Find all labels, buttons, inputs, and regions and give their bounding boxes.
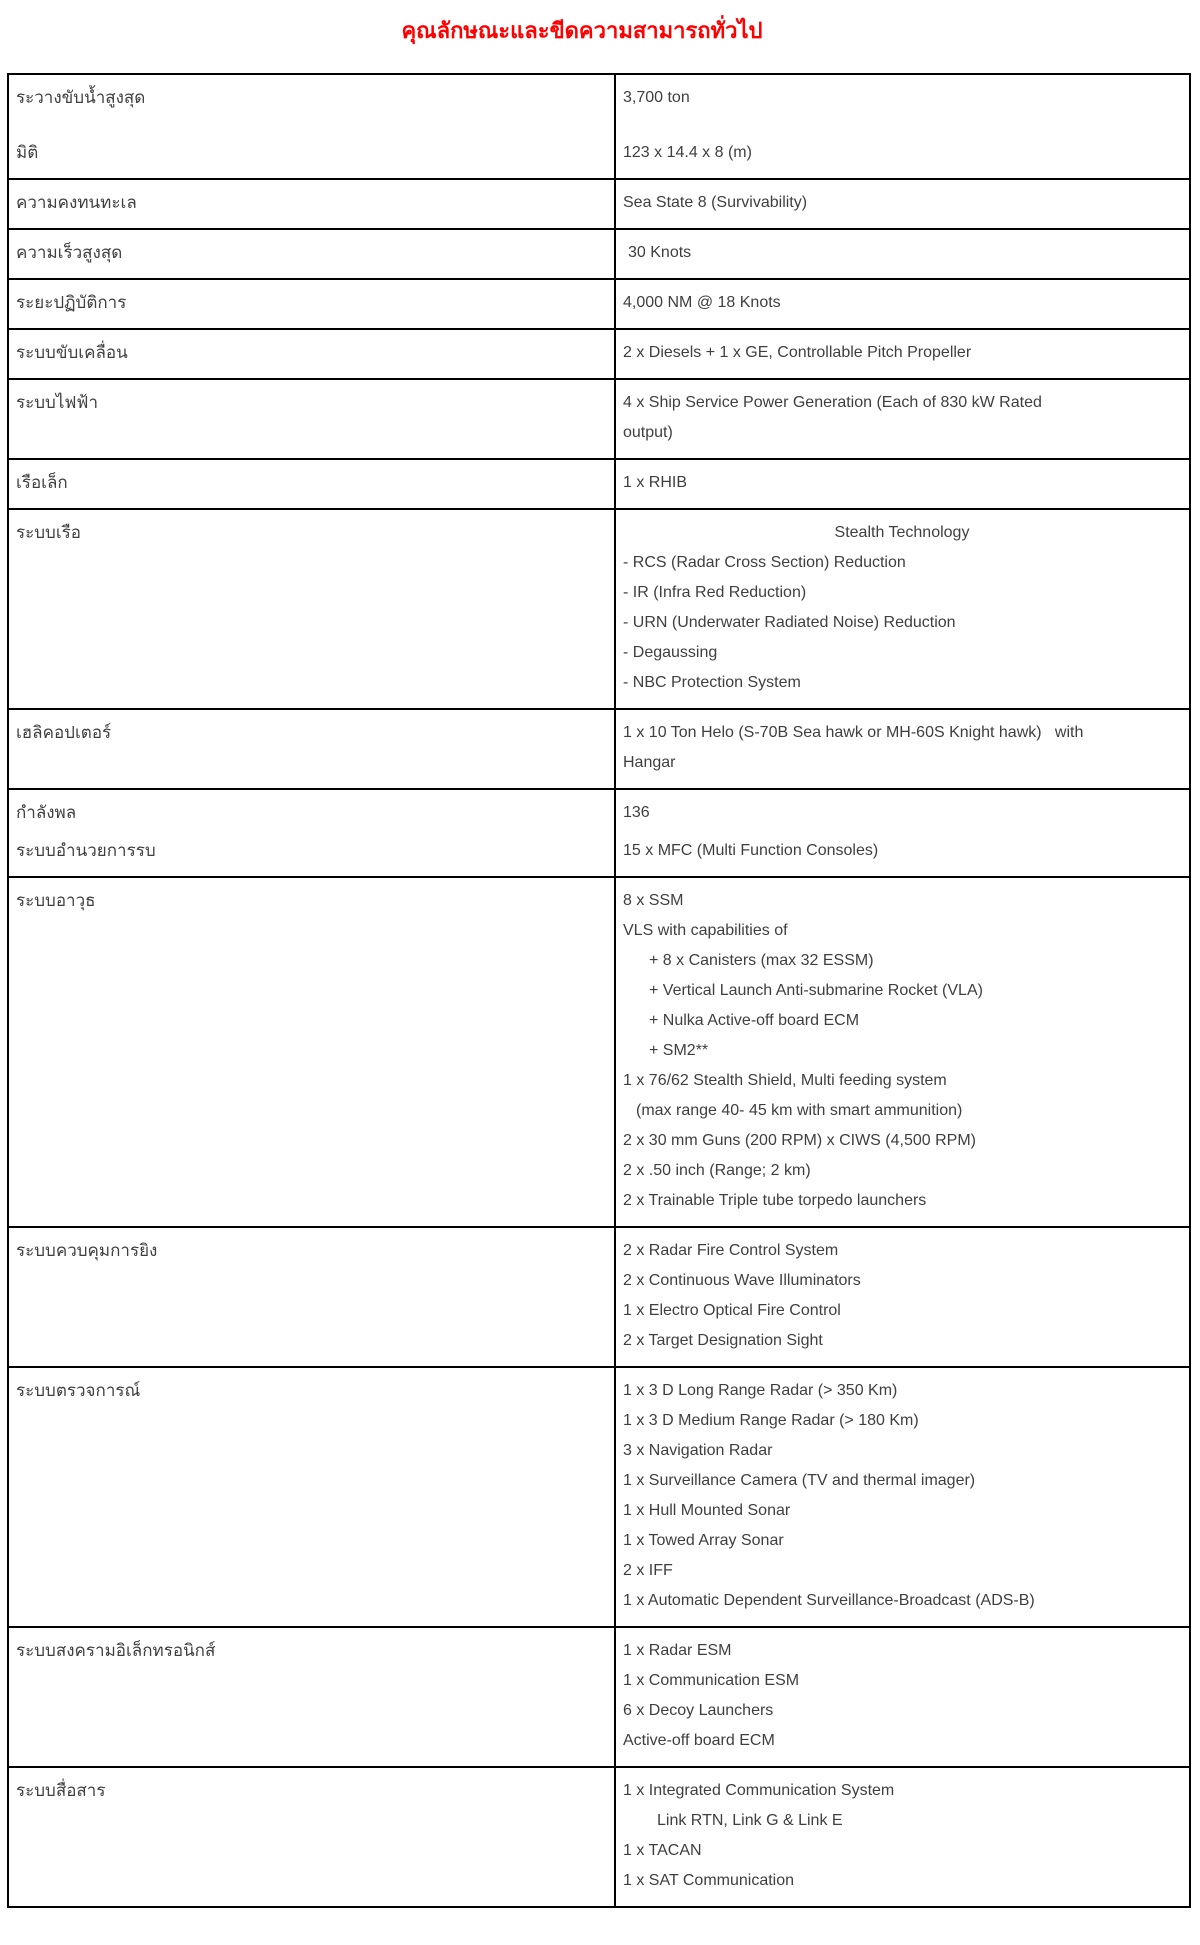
spec-value-line: Stealth Technology [834, 524, 970, 541]
spec-value-line: 1 x Surveillance Camera (TV and thermal imager) [623, 1472, 976, 1489]
spec-row-electronic-warfare-systems [8, 1627, 1190, 1767]
spec-value-line: 1 x 10 Ton Helo (S-70B Sea hawk or MH-60S Knight hawk) with [623, 724, 1084, 741]
spec-label: ระบบเรือ [16, 523, 81, 542]
spec-row-small-boat [8, 459, 1190, 509]
spec-value-line: 1 x RHIB [623, 474, 688, 491]
spec-label-cell [8, 74, 615, 179]
spec-value-line: 4,000 NM @ 18 Knots [623, 294, 781, 311]
spec-value-cell [615, 877, 1190, 1227]
spec-value-line: 1 x Communication ESM [623, 1672, 800, 1689]
spec-value-line: - RCS (Radar Cross Section) Reduction [623, 554, 906, 571]
spec-value-line: Active-off board ECM [623, 1732, 775, 1749]
spec-label: ระบบควบคุมการยิง [16, 1241, 158, 1260]
spec-row-weapon-systems [8, 877, 1190, 1227]
spec-value-line: 123 x 14.4 x 8 (m) [623, 144, 752, 161]
spec-label: ระยะปฏิบัติการ [16, 293, 127, 312]
spec-value-line: 3 x Navigation Radar [623, 1442, 773, 1459]
spec-value-line: 1 x Automatic Dependent Surveillance-Broadcast (ADS-B) [623, 1592, 1035, 1609]
spec-value-line: + SM2** [649, 1042, 709, 1059]
spec-label: ระบบขับเคลื่อน [16, 343, 128, 362]
spec-value-line: 1 x 3 D Long Range Radar (> 350 Km) [623, 1382, 898, 1399]
spec-value-line: 1 x Hull Mounted Sonar [623, 1502, 791, 1519]
spec-row-fire-control-systems [8, 1227, 1190, 1367]
spec-label: ระบบอำนวยการรบ [16, 841, 156, 860]
spec-row-electrical-system [8, 379, 1190, 459]
spec-value-cell [615, 509, 1190, 709]
spec-value-line: + 8 x Canisters (max 32 ESSM) [649, 952, 874, 969]
spec-value-line: - Degaussing [623, 644, 718, 661]
spec-value-line: + Nulka Active-off board ECM [649, 1012, 860, 1029]
spec-value-line: 8 x SSM [623, 892, 684, 909]
spec-row-operational-range [8, 279, 1190, 329]
spec-value-line: 2 x .50 inch (Range; 2 km) [623, 1162, 811, 1179]
spec-value-line: 2 x Target Designation Sight [623, 1332, 823, 1349]
spec-value-line: 2 x Trainable Triple tube torpedo launchers [623, 1192, 927, 1209]
spec-value-cell [615, 709, 1190, 789]
spec-value-cell [615, 74, 1190, 179]
spec-value-cell [615, 1367, 1190, 1627]
spec-value-line: 1 x TACAN [623, 1842, 702, 1859]
spec-value-line: 2 x IFF [623, 1562, 673, 1579]
spec-value-cell [615, 1627, 1190, 1767]
spec-label-cell [8, 877, 615, 1227]
spec-row-max-speed [8, 229, 1190, 279]
spec-label: ความคงทนทะเล [16, 193, 137, 212]
spec-value-cell [615, 1227, 1190, 1367]
spec-label-cell [8, 709, 615, 789]
spec-value-line: 136 [623, 804, 650, 821]
spec-value-line: 1 x SAT Communication [623, 1872, 795, 1889]
spec-value-cell [615, 1767, 1190, 1907]
spec-label-cell [8, 1367, 615, 1627]
spec-value-line: 1 x Integrated Communication System [623, 1782, 895, 1799]
spec-label-cell [8, 1627, 615, 1767]
spec-label: ความเร็วสูงสุด [16, 243, 123, 262]
spec-label-cell [8, 279, 615, 329]
spec-label-cell [8, 509, 615, 709]
spec-label: ระบบตรวจการณ์ [16, 1381, 141, 1400]
spec-value-cell [615, 279, 1190, 329]
spec-value-cell [615, 229, 1190, 279]
spec-value-line: Hangar [623, 754, 676, 771]
spec-row-surveillance-systems [8, 1367, 1190, 1627]
spec-value-line: 2 x Radar Fire Control System [623, 1242, 839, 1259]
spec-value-line: 2 x Continuous Wave Illuminators [623, 1272, 861, 1289]
spec-label: ระวางขับน้ำสูงสุด [16, 88, 146, 107]
spec-value-line: (max range 40- 45 km with smart ammunition) [636, 1102, 963, 1119]
spec-label: เฮลิคอปเตอร์ [16, 723, 112, 742]
spec-label: ระบบอาวุธ [16, 891, 96, 910]
spec-row-ship-systems [8, 509, 1190, 709]
spec-row-crew-combat-system [8, 789, 1190, 877]
spec-value-line: 6 x Decoy Launchers [623, 1702, 774, 1719]
spec-value-line: 2 x Diesels + 1 x GE, Controllable Pitch Propeller [623, 344, 972, 361]
spec-value-line: 1 x Towed Array Sonar [623, 1532, 784, 1549]
spec-value-line: - IR (Infra Red Reduction) [623, 584, 807, 601]
spec-value-line: 3,700 ton [623, 89, 690, 106]
spec-label-cell [8, 789, 615, 877]
spec-value-cell [615, 179, 1190, 229]
spec-label-cell [8, 1227, 615, 1367]
spec-value-line: 15 x MFC (Multi Function Consoles) [623, 842, 879, 859]
spec-label-cell [8, 379, 615, 459]
spec-label-cell [8, 329, 615, 379]
spec-value-line: - URN (Underwater Radiated Noise) Reduction [623, 614, 956, 631]
spec-value-line: VLS with capabilities of [623, 922, 788, 939]
spec-value-cell [615, 379, 1190, 459]
spec-label: เรือเล็ก [16, 473, 68, 492]
spec-value-line: 4 x Ship Service Power Generation (Each of 830 kW Rated [623, 394, 1042, 411]
page-title: คุณลักษณะและขีดความสามารถทั่วไป [401, 18, 763, 43]
spec-value-line: 1 x 3 D Medium Range Radar (> 180 Km) [623, 1412, 919, 1429]
spec-value-cell [615, 789, 1190, 877]
spec-row-communication-systems [8, 1767, 1190, 1907]
spec-value-cell [615, 329, 1190, 379]
spec-value-line: Sea State 8 (Survivability) [623, 194, 808, 211]
spec-label: ระบบสื่อสาร [16, 1781, 106, 1800]
spec-label-cell [8, 459, 615, 509]
spec-value-line: 2 x 30 mm Guns (200 RPM) x CIWS (4,500 RPM) [623, 1132, 976, 1149]
title-container [7, 0, 1157, 46]
spec-label: ระบบสงครามอิเล็กทรอนิกส์ [16, 1641, 216, 1660]
specification-table [7, 73, 1191, 1908]
spec-value-line: + Vertical Launch Anti-submarine Rocket (VLA) [649, 982, 983, 999]
spec-value-line: Link RTN, Link G & Link E [657, 1812, 843, 1829]
spec-row-sea-state [8, 179, 1190, 229]
spec-label: มิติ [16, 143, 39, 162]
spec-label: ระบบไฟฟ้า [16, 393, 99, 412]
spec-value-line: 1 x Radar ESM [623, 1642, 732, 1659]
spec-row-helicopter [8, 709, 1190, 789]
spec-value-line: - NBC Protection System [623, 674, 801, 691]
spec-value-line: 1 x 76/62 Stealth Shield, Multi feeding system [623, 1072, 947, 1089]
spec-label-cell [8, 179, 615, 229]
spec-row-propulsion [8, 329, 1190, 379]
spec-value-line: 30 Knots [628, 244, 692, 261]
spec-value-line: output) [623, 424, 673, 441]
spec-label-cell [8, 229, 615, 279]
spec-value-cell [615, 459, 1190, 509]
spec-label-cell [8, 1767, 615, 1907]
spec-label: กำลังพล [16, 803, 77, 822]
spec-value-line: 1 x Electro Optical Fire Control [623, 1302, 841, 1319]
spec-row-displacement-dimensions [8, 74, 1190, 179]
